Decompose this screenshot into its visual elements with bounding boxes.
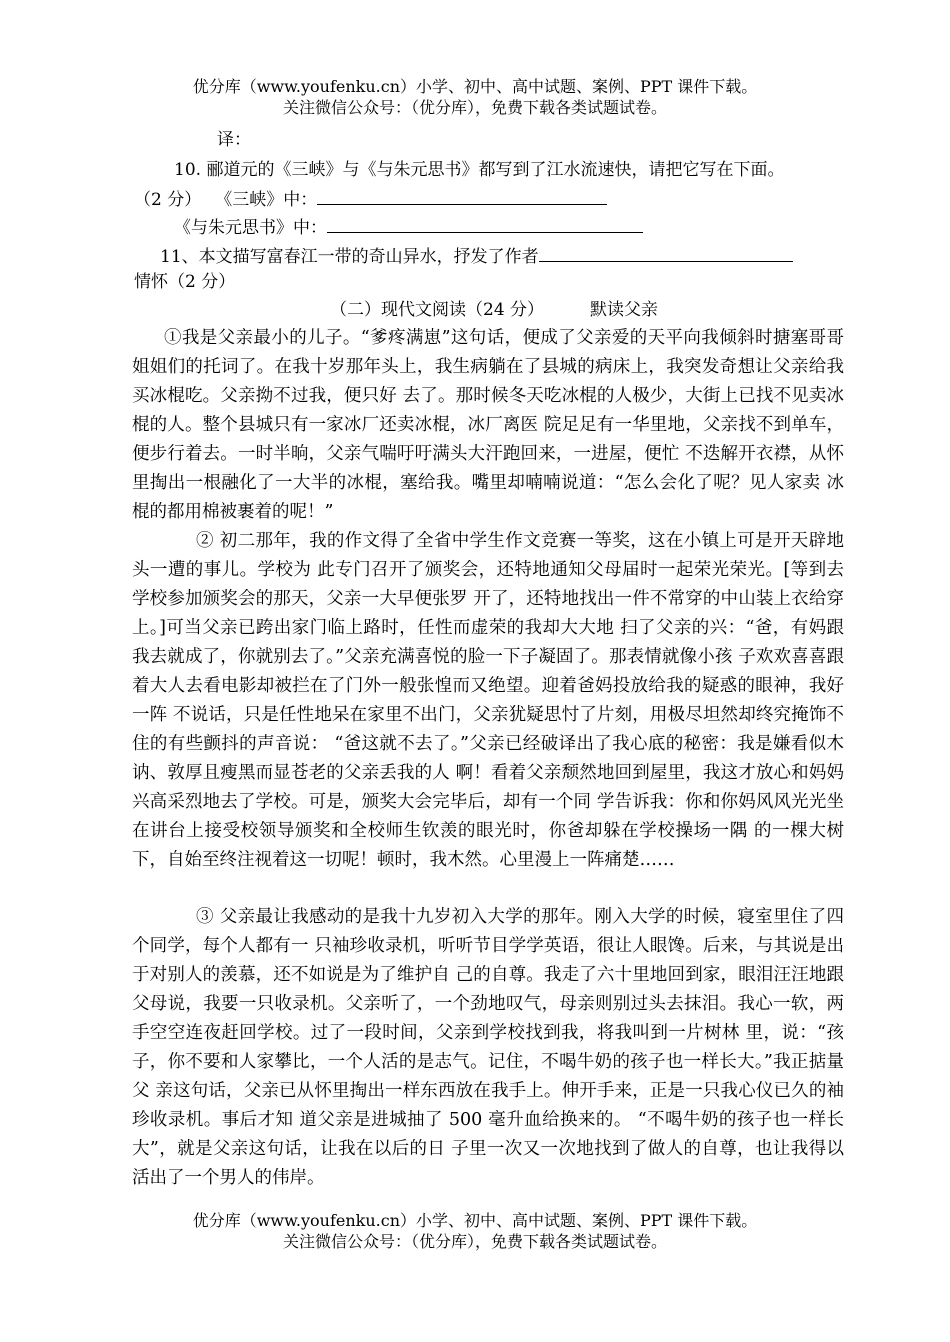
header-line-2: 关注微信公众号：（优分库），免费下载各类试题试卷。: [282, 98, 667, 117]
question-10-score: （2 分）: [134, 190, 202, 210]
question-10-answer-a: [134, 186, 607, 212]
question-11-tail: 情怀（2 分）: [134, 272, 236, 292]
question-10-answer-b: [174, 214, 643, 240]
question-11-text: 11、本文描写富春江一带的奇山异水，抒发了作者: [160, 247, 539, 267]
section-title: （二）现代文阅读（24 分）: [330, 300, 545, 320]
paragraph-1: ①我是父亲最小的儿子。“爹疼满崽”这句话，便成了父亲爱的天平向我倾斜时搪塞哥哥姐姐们的托词了。在我十岁那年头上，我生病躺在了县城的病床上，我突发奇想让父亲给我买冰棍吃。父亲拗不过我，便只好 去了。那时候冬天吃冰棍的人极少，大街上已找不见卖冰棍的人。整个县城只有一家冰厂还卖冰棍，冰厂离医 院足足有一华里地，父亲找不到单车，便步行着去。一时半晌，父亲气喘吁吁满头大汗跑回来，一进屋，便忙 不迭解开衣襟，从怀里掏出一根融化了一大半的冰棍，塞给我。嘴里却喃喃说道：“怎么会化了呢？见人家卖 冰棍的都用棉被裹着的呢！”: [132, 328, 844, 522]
header-line-1: 优分库（www.youfenku.cn）小学、初中、高中试题、案例、PPT 课件下载。: [192, 77, 758, 96]
question-11: [160, 243, 793, 269]
answer-blank-b[interactable]: [327, 214, 643, 233]
footer-line-2: 关注微信公众号：（优分库），免费下载各类试题试卷。: [282, 1232, 667, 1251]
question-10-b-label: 《与朱元思书》中：: [174, 218, 327, 238]
paragraph-2: ② 初二那年，我的作文得了全省中学生作文竞赛一等奖，这在小镇上可是开天辟地头一遭的事儿。学校为 此专门召开了颁奖会，还特地通知父母届时一起荣光荣光。[等到去学校参加颁奖会的那天，父亲一大早便张罗 开了，还特地找出一件不常穿的中山装上衣给穿上。]可当父亲已跨出家门临上路时，任性而虚荣的我却大大地 扫了父亲的兴：“爸，有妈跟我去就成了，你就别去了。”父亲充满喜悦的脸一下子凝固了。那表情就像小孩 子欢欢喜喜跟着大人去看电影却被拦在了门外一般张惶而又绝望。迎着爸妈投放给我的疑惑的眼神，我好一阵 不说话，只是任性地呆在家里不出门，父亲犹疑思忖了片刻，用极尽坦然却终究掩饰不住的有些颤抖的声音说： “爸这就不去了。”父亲已经破译出了我心底的秘密：我是嫌看似木讷、敦厚且瘦黑而显苍老的父亲丢我的人 啊！看着父亲颓然地回到屋里，我这才放心和妈妈兴高采烈地去了学校。可是，颁奖大会完毕后，却有一个同 学告诉我：你和你妈风风光光坐在讲台上接受校领导颁奖和全校师生钦羡的眼光时，你爸却躲在学校操场一隅 的一棵大树下，自始至终注视着这一切呢！顿时，我木然。心里漫上一阵痛楚……: [132, 531, 844, 870]
translate-label: 译：: [217, 130, 251, 150]
answer-blank-a[interactable]: [317, 186, 607, 205]
article-title: 默读父亲: [590, 300, 658, 320]
answer-blank-11[interactable]: [539, 243, 793, 262]
question-10-text: 10. 郦道元的《三峡》与《与朱元思书》都写到了江水流速快，请把它写在下面。: [174, 160, 785, 180]
paragraph-3: ③ 父亲最让我感动的是我十九岁初入大学的那年。刚入大学的时候，寝室里住了四个同学，每个人都有一 只袖珍收录机，听听节目学学英语，很让人眼馋。后来，与其说是出于对别人的羡慕，还不如说是为了维护自 己的自尊。我走了六十里地回到家，眼泪汪汪地跟父母说，我要一只收录机。父亲听了，一个劲地叹气，母亲则别过头去抹泪。我心一软，两手空空连夜赶回学校。过了一段时间，父亲到学校找到我，将我叫到一片树林 里，说：“孩子，你不要和人家攀比，一个人活的是志气。记住，不喝牛奶的孩子也一样长大。”我正掂量父 亲这句话，父亲已从怀里掏出一样东西放在我手上。伸开手来，正是一只我心仪已久的袖珍收录机。事后才知 道父亲是进城抽了 500 毫升血给换来的。 “不喝牛奶的孩子也一样长大”，就是父亲这句话，让我在以后的日 子里一次又一次地找到了做人的自尊，也让我得以活出了一个男人的伟岸。: [132, 907, 844, 1188]
question-10-a-label: 《三峡》中：: [215, 190, 318, 210]
footer-line-1: 优分库（www.youfenku.cn）小学、初中、高中试题、案例、PPT 课件下载。: [192, 1211, 758, 1230]
